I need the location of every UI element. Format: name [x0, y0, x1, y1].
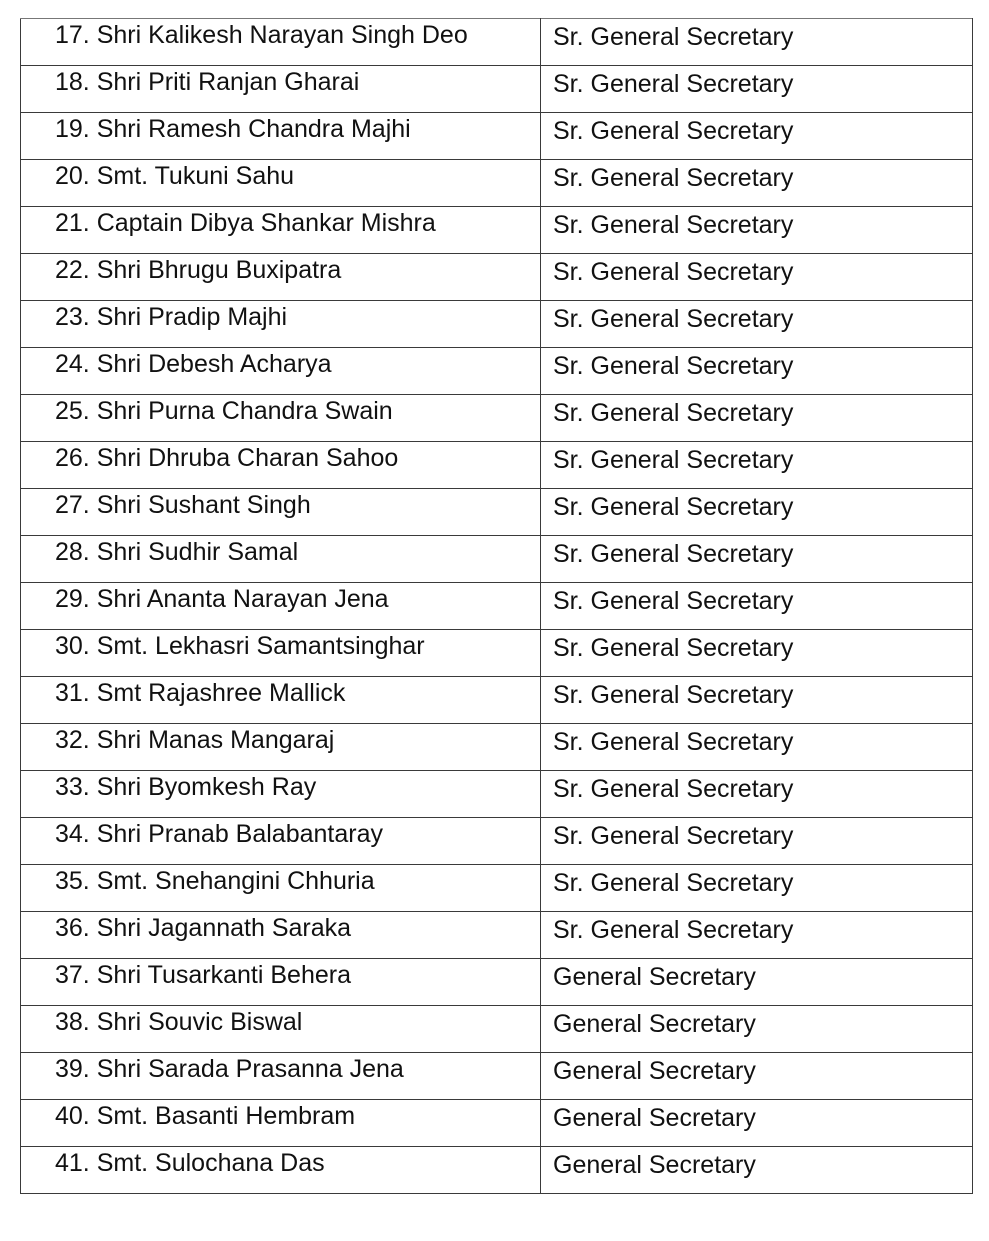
name-cell	[21, 1147, 541, 1194]
role-cell	[541, 1147, 973, 1194]
table-row	[21, 160, 973, 207]
role-cell	[541, 818, 973, 865]
member-role: Sr. General Secretary	[553, 70, 794, 98]
table-row	[21, 207, 973, 254]
role-cell	[541, 959, 973, 1006]
name-cell	[21, 489, 541, 536]
member-role: General Secretary	[553, 1151, 756, 1179]
member-role: Sr. General Secretary	[553, 728, 794, 756]
role-cell	[541, 865, 973, 912]
member-name: 22. Shri Bhrugu Buxipatra	[55, 256, 342, 284]
name-cell	[21, 207, 541, 254]
name-cell	[21, 395, 541, 442]
table-row	[21, 912, 973, 959]
table-row	[21, 66, 973, 113]
table-row	[21, 959, 973, 1006]
table-row	[21, 818, 973, 865]
member-role: Sr. General Secretary	[553, 540, 794, 568]
table-row	[21, 348, 973, 395]
member-role: Sr. General Secretary	[553, 446, 794, 474]
member-name: 30. Smt. Lekhasri Samantsinghar	[55, 632, 425, 660]
member-name: 18. Shri Priti Ranjan Gharai	[55, 68, 360, 96]
name-cell	[21, 583, 541, 630]
member-name: 32. Shri Manas Mangaraj	[55, 726, 335, 754]
member-name: 29. Shri Ananta Narayan Jena	[55, 585, 389, 613]
role-cell	[541, 113, 973, 160]
member-role: Sr. General Secretary	[553, 352, 794, 380]
table-row	[21, 630, 973, 677]
member-role: Sr. General Secretary	[553, 587, 794, 615]
role-cell	[541, 1053, 973, 1100]
member-role: Sr. General Secretary	[553, 822, 794, 850]
role-cell	[541, 912, 973, 959]
member-role: Sr. General Secretary	[553, 399, 794, 427]
member-name: 36. Shri Jagannath Saraka	[55, 914, 352, 942]
table-row	[21, 724, 973, 771]
table-row	[21, 395, 973, 442]
name-cell	[21, 19, 541, 66]
role-cell	[541, 19, 973, 66]
table-row	[21, 301, 973, 348]
name-cell	[21, 771, 541, 818]
member-role: Sr. General Secretary	[553, 23, 794, 51]
table-row	[21, 254, 973, 301]
member-name: 19. Shri Ramesh Chandra Majhi	[55, 115, 411, 143]
role-cell	[541, 395, 973, 442]
name-cell	[21, 1100, 541, 1147]
member-name: 40. Smt. Basanti Hembram	[55, 1102, 356, 1130]
name-cell	[21, 865, 541, 912]
role-cell	[541, 489, 973, 536]
name-cell	[21, 536, 541, 583]
role-cell	[541, 1006, 973, 1053]
name-cell	[21, 254, 541, 301]
role-cell	[541, 771, 973, 818]
member-name: 20. Smt. Tukuni Sahu	[55, 162, 295, 190]
member-name: 26. Shri Dhruba Charan Sahoo	[55, 444, 399, 472]
member-role: Sr. General Secretary	[553, 916, 794, 944]
table-body	[21, 19, 973, 1194]
member-role: General Secretary	[553, 1057, 756, 1085]
role-cell	[541, 724, 973, 771]
role-cell	[541, 160, 973, 207]
member-role: General Secretary	[553, 963, 756, 991]
member-name: 27. Shri Sushant Singh	[55, 491, 311, 519]
table-row	[21, 1006, 973, 1053]
member-name: 17. Shri Kalikesh Narayan Singh Deo	[55, 21, 468, 49]
member-role: General Secretary	[553, 1104, 756, 1132]
table-row	[21, 19, 973, 66]
member-name: 33. Shri Byomkesh Ray	[55, 773, 317, 801]
name-cell	[21, 160, 541, 207]
name-cell	[21, 818, 541, 865]
member-role: Sr. General Secretary	[553, 869, 794, 897]
role-cell	[541, 536, 973, 583]
member-role: Sr. General Secretary	[553, 493, 794, 521]
table-row	[21, 1100, 973, 1147]
name-cell	[21, 442, 541, 489]
role-cell	[541, 254, 973, 301]
member-role: Sr. General Secretary	[553, 258, 794, 286]
member-name: 25. Shri Purna Chandra Swain	[55, 397, 393, 425]
role-cell	[541, 442, 973, 489]
role-cell	[541, 66, 973, 113]
name-cell	[21, 724, 541, 771]
member-role: Sr. General Secretary	[553, 211, 794, 239]
member-name: 41. Smt. Sulochana Das	[55, 1149, 325, 1177]
member-name: 39. Shri Sarada Prasanna Jena	[55, 1055, 404, 1083]
member-name: 34. Shri Pranab Balabantaray	[55, 820, 383, 848]
name-cell	[21, 630, 541, 677]
role-cell	[541, 1100, 973, 1147]
member-role: Sr. General Secretary	[553, 775, 794, 803]
table-row	[21, 583, 973, 630]
table-row	[21, 489, 973, 536]
name-cell	[21, 348, 541, 395]
member-role: General Secretary	[553, 1010, 756, 1038]
name-cell	[21, 1006, 541, 1053]
member-role: Sr. General Secretary	[553, 305, 794, 333]
member-name: 28. Shri Sudhir Samal	[55, 538, 299, 566]
name-cell	[21, 959, 541, 1006]
role-cell	[541, 677, 973, 724]
name-cell	[21, 113, 541, 160]
role-cell	[541, 207, 973, 254]
member-name: 31. Smt Rajashree Mallick	[55, 679, 346, 707]
name-cell	[21, 912, 541, 959]
role-cell	[541, 583, 973, 630]
name-cell	[21, 301, 541, 348]
table-row	[21, 113, 973, 160]
member-name: 23. Shri Pradip Majhi	[55, 303, 288, 331]
table-row	[21, 865, 973, 912]
table-row	[21, 771, 973, 818]
table-row	[21, 1053, 973, 1100]
table-row	[21, 1147, 973, 1194]
office-bearers-table	[20, 18, 973, 1194]
member-role: Sr. General Secretary	[553, 117, 794, 145]
member-name: 21. Captain Dibya Shankar Mishra	[55, 209, 436, 237]
table-row	[21, 677, 973, 724]
name-cell	[21, 677, 541, 724]
member-name: 24. Shri Debesh Acharya	[55, 350, 332, 378]
name-cell	[21, 1053, 541, 1100]
table-row	[21, 536, 973, 583]
member-name: 35. Smt. Snehangini Chhuria	[55, 867, 375, 895]
table-row	[21, 442, 973, 489]
member-role: Sr. General Secretary	[553, 164, 794, 192]
member-name: 37. Shri Tusarkanti Behera	[55, 961, 351, 989]
member-role: Sr. General Secretary	[553, 634, 794, 662]
name-cell	[21, 66, 541, 113]
member-name: 38. Shri Souvic Biswal	[55, 1008, 303, 1036]
role-cell	[541, 301, 973, 348]
member-role: Sr. General Secretary	[553, 681, 794, 709]
role-cell	[541, 348, 973, 395]
role-cell	[541, 630, 973, 677]
